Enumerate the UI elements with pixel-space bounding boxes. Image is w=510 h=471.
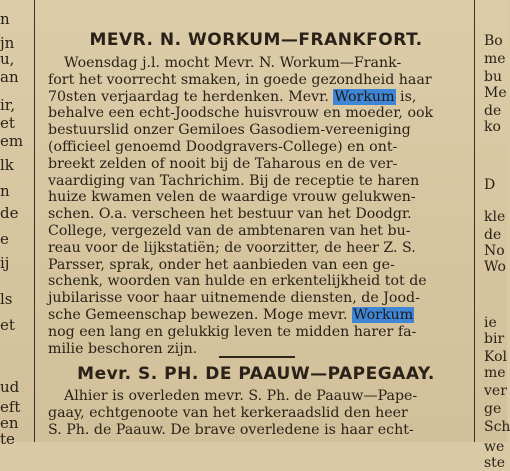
left-column-text: et — [0, 316, 15, 334]
left-column-text: em — [0, 132, 24, 150]
article-line: jubilarisse voor haar uitnemende diensten, de Jood- — [48, 290, 420, 307]
article-line: gaay, echtgenoote van het kerkeraadslid den heer — [48, 404, 408, 421]
article-line: Parsser, sprak, onder het aanbieden van een ge- — [48, 256, 395, 273]
article-line: fort het voorrecht smaken, in goede gezondheid haar — [48, 71, 432, 88]
left-column-text: en — [0, 414, 19, 432]
right-column-text: de — [484, 227, 502, 243]
article-line: vaardiging van Tachrichim. Bij de receptie te haren — [48, 172, 420, 189]
right-column-rule — [474, 0, 475, 442]
right-column-fragment — [478, 0, 510, 471]
left-column-rule — [34, 0, 35, 442]
article-line: College, vergezeld van de ambtenaren van het bu- — [48, 223, 411, 239]
article-line: Alhier is overleden mevr. S. Ph. de Paauw—Pape- — [64, 388, 418, 404]
article-separator — [219, 356, 295, 358]
right-column-text: Bo — [484, 33, 503, 49]
right-column-text: me — [484, 365, 506, 381]
right-column-text: No — [484, 243, 505, 259]
left-column-text: et — [0, 114, 15, 132]
right-column-text: Kol — [484, 349, 507, 365]
left-column-text: u, — [0, 50, 15, 68]
right-column-text: Wo — [484, 259, 506, 275]
article-line: schenk, woorden van hulde en erkentelijkheid tot de — [48, 273, 427, 290]
article-column — [44, 0, 468, 442]
left-column-text: ir, — [0, 96, 16, 114]
right-column-text: D — [484, 177, 496, 193]
right-column-text: bu — [484, 69, 502, 85]
right-column-text: ie — [484, 315, 497, 331]
article-line: Woensdag j.l. mocht Mevr. N. Workum—Frank- — [64, 55, 402, 71]
right-column-text: me — [484, 51, 506, 67]
article-title-paauw: Mevr. S. PH. DE PAAUW—PAPEGAAY. — [77, 364, 435, 384]
left-column-text: ud — [0, 378, 20, 396]
right-column-text: ste — [484, 455, 506, 471]
left-column-text: lk — [0, 156, 14, 174]
search-highlight: Workum — [353, 307, 414, 323]
article-line: sche Gemeenschap bewezen. Moge mevr. Workum — [48, 307, 414, 323]
left-column-text: eft — [0, 398, 21, 416]
article-line: huize kwamen velen de waardige vrouw gelukwen- — [48, 189, 416, 206]
article-line: 70sten verjaardag te herdenken. Mevr. Workum is, — [48, 88, 417, 105]
article-line: S. Ph. de Paauw. De brave overledene is haar echt- — [48, 421, 414, 438]
left-column-text: n — [0, 10, 10, 28]
right-column-text: we — [484, 439, 505, 455]
left-column-text: e — [0, 230, 9, 248]
left-column-text: an — [0, 68, 19, 86]
right-column-text: Sch — [484, 419, 510, 435]
article-line: reau voor de lijkstatiën; de voorzitter, de heer Z. S. — [48, 239, 416, 256]
article-line: bestuurslid onzer Gemiloes Gasodiem-vereeniging — [48, 122, 411, 139]
left-column-text: de — [0, 204, 19, 222]
left-column-text: jn — [0, 34, 15, 52]
right-column-text: ge — [484, 401, 502, 417]
right-column-text: bir — [484, 331, 505, 347]
article-line: (officieel genoemd Doodgravers-College) en ont- — [48, 139, 398, 155]
article-line: behalve een echt-Joodsche huisvrouw en moeder, ook — [48, 105, 434, 122]
right-column-text: ver — [484, 383, 507, 399]
left-column-text: ij — [0, 254, 10, 272]
right-column-text: ko — [484, 119, 501, 135]
article-line: nog een lang en gelukkig leven te midden harer fa- — [48, 323, 417, 340]
right-column-text: Me — [484, 85, 507, 101]
article-line: schen. O.a. verscheen het bestuur van het Doodgr. — [48, 206, 412, 223]
article-line: milie beschoren zijn. — [48, 340, 198, 357]
right-column-text: de — [484, 103, 502, 119]
article-title-workum: MEVR. N. WORKUM—FRANKFORT. — [89, 30, 423, 50]
right-column-text: kle — [484, 209, 506, 225]
left-column-text: te — [0, 430, 15, 448]
left-column-text: n — [0, 182, 10, 200]
left-column-text: ls — [0, 290, 13, 308]
article-line: breekt zelden of nooit bij de Taharous en de ver- — [48, 155, 398, 172]
search-highlight: Workum — [334, 88, 395, 105]
left-column-fragment — [0, 0, 30, 448]
